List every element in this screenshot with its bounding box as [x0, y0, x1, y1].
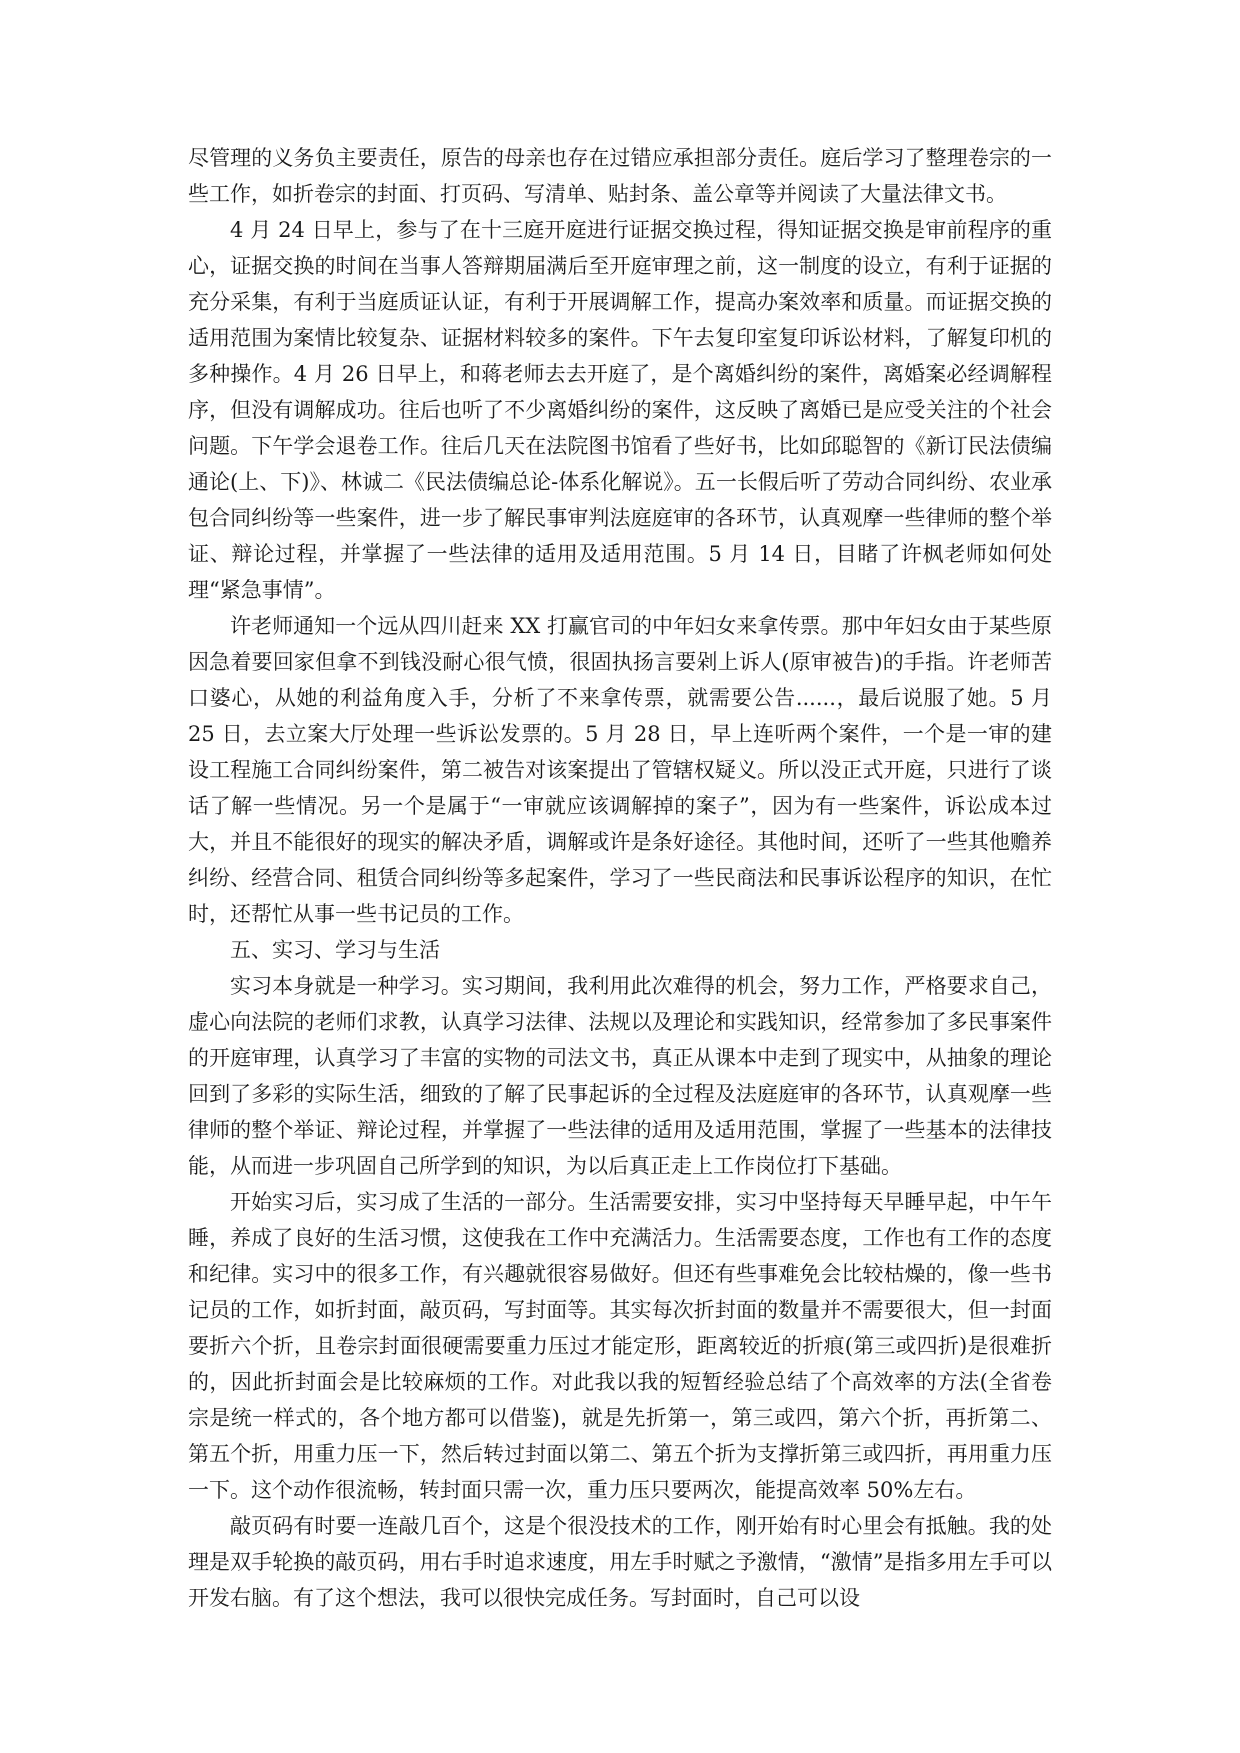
- paragraph-page-numbering: 敲页码有时要一连敲几百个，这是个很没技术的工作，刚开始有时心里会有抵触。我的处理是双手轮换的敲页码，用右手时追求速度，用左手时赋之予激情，“激情”是指多用左手可以开发右脑。有了这个想法，我可以很快完成任务。写封面时，自己可以设: [188, 1514, 1052, 1610]
- paragraph-internship-is-learning: 实习本身就是一种学习。实习期间，我利用此次难得的机会，努力工作，严格要求自己，虚心向法院的老师们求教，认真学习法律、法规以及理论和实践知识，经常参加了多民事案件的开庭审理，认真学习了丰富的实物的司法文书，真正从课本中走到了现实中，从抽象的理论回到了多彩的实际生活，细致的了解了民事起诉的全过程及法庭庭审的各环节，认真观摩一些律师的整个举证、辩论过程，并掌握了一些法律的适用及适用范围，掌握了一些基本的法律技能，从而进一步巩固自己所学到的知识，为以后真正走上工作岗位打下基础。: [188, 974, 1052, 1178]
- paragraph-internship-life: 开始实习后，实习成了生活的一部分。生活需要安排，实习中坚持每天早睡早起，中午午睡，养成了良好的生活习惯，这使我在工作中充满活力。生活需要态度，工作也有工作的态度和纪律。实习中的很多工作，有兴趣就很容易做好。但还有些事难免会比较枯燥的，像一些书记员的工作，如折封面，敲页码，写封面等。其实每次折封面的数量并不需要很大，但一封面要折六个折，且卷宗封面很硬需要重力压过才能定形，距离较近的折痕(第三或四折)是很难折的，因此折封面会是比较麻烦的工作。对此我以我的短暂经验总结了个高效率的方法(全省卷宗是统一样式的，各个地方都可以借鉴)，就是先折第一，第三或四，第六个折，再折第二、第五个折，用重力压一下，然后转过封面以第二、第五个折为支撑折第三或四折，再用重力压一下。这个动作很流畅，转封面只需一次，重力压只要两次，能提高效率 50%左右。: [188, 1190, 1052, 1502]
- paragraph-evidence-exchange: 4 月 24 日早上，参与了在十三庭开庭进行证据交换过程，得知证据交换是审前程序的重心，证据交换的时间在当事人答辩期届满后至开庭审理之前，这一制度的设立，有利于证据的充分采集，有利于当庭质证认证，有利于开展调解工作，提高办案效率和质量。而证据交换的适用范围为案情比较复杂、证据材料较多的案件。下午去复印室复印诉讼材料，了解复印机的多种操作。4 月 26 日早上，和蒋老师去去开庭了，是个离婚纠纷的案件，离婚案必经调解程序，但没有调解成功。往后也听了不少离婚纠纷的案件，这反映了离婚已是应受关注的个社会问题。下午学会退卷工作。往后几天在法院图书馆看了些好书，比如邱聪智的《新订民法债编通论(上、下)》、林诚二《民法债编总论-体系化解说》。五一长假后听了劳动合同纠纷、农业承包合同纠纷等一些案件，进一步了解民事审判法庭庭审的各环节，认真观摩一些律师的整个举证、辩论过程，并掌握了一些法律的适用及适用范围。5 月 14 日，目睹了许枫老师如何处理“紧急事情”。: [188, 218, 1052, 602]
- paragraph-teacher-xu: 许老师通知一个远从四川赶来 XX 打赢官司的中年妇女来拿传票。那中年妇女由于某些原因急着要回家但拿不到钱没耐心很气愤，很固执扬言要剁上诉人(原审被告)的手指。许老师苦口婆心，从她的利益角度入手，分析了不来拿传票，就需要公告......，最后说服了她。5 月 25 日，去立案大厅处理一些诉讼发票的。5 月 28 日，早上连听两个案件，一个是一审的建设工程施工合同纠纷案件，第二被告对该案提出了管辖权疑义。所以没正式开庭，只进行了谈话了解一些情况。另一个是属于“一审就应该调解掉的案子”，因为有一些案件，诉讼成本过大，并且不能很好的现实的解决矛盾，调解或许是条好途径。其他时间，还听了一些其他赡养纠纷、经营合同、租赁合同纠纷等多起案件，学习了一些民商法和民事诉讼程序的知识，在忙时，还帮忙从事一些书记员的工作。: [188, 614, 1052, 926]
- section-heading-internship-study-life: 五、实习、学习与生活: [230, 938, 440, 962]
- paragraph-case-liability: 尽管理的义务负主要责任，原告的母亲也存在过错应承担部分责任。庭后学习了整理卷宗的一些工作，如折卷宗的封面、打页码、写清单、贴封条、盖公章等并阅读了大量法律文书。: [188, 146, 1052, 206]
- document-body: [188, 140, 1052, 1616]
